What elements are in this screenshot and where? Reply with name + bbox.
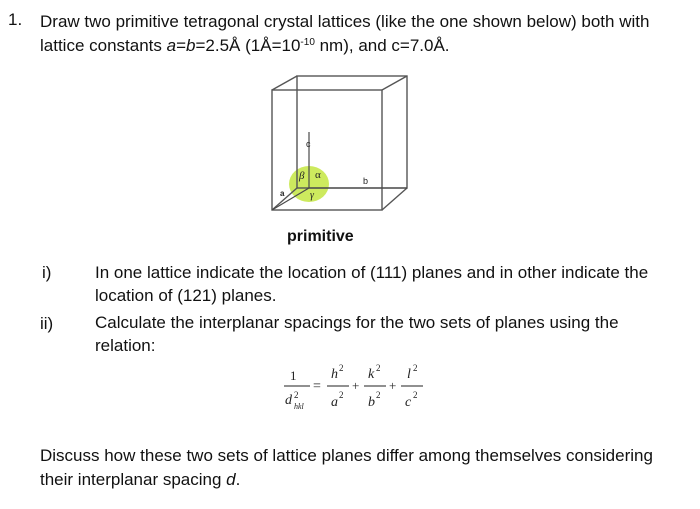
edge [272, 188, 297, 210]
formula-l-sup: 2 [413, 363, 418, 373]
edge [272, 76, 297, 90]
item-i-line-1: In one lattice indicate the location of (111) planes and in other indicate the [95, 263, 649, 282]
question-text-part: =2.5Å (1Å=10 [195, 36, 301, 55]
discussion-line-2 [40, 468, 690, 492]
var-b: b [186, 36, 196, 55]
label-a: a [280, 189, 285, 198]
discussion-line-1: Discuss how these two sets of lattice planes differ among themselves considering [40, 446, 653, 465]
exponent: -10 [300, 37, 315, 48]
formula-c-sup: 2 [413, 390, 418, 400]
label-c: c [306, 139, 311, 149]
formula-equals: = [313, 379, 321, 394]
label-b: b [363, 176, 369, 186]
question-line-1: Draw two primitive tetragonal crystal lattices (like the one shown below) both with [40, 12, 650, 31]
formula-k-sup: 2 [376, 363, 381, 373]
figure-caption: primitive [287, 228, 354, 245]
formula-a-sup: 2 [339, 390, 344, 400]
item-ii-line-2: relation: [95, 336, 156, 355]
question-eq: = [176, 36, 187, 55]
formula-lhs-d-sub: hkl [294, 402, 304, 411]
label-gamma: γ [310, 190, 314, 201]
formula-b-sup: 2 [376, 390, 381, 400]
label-beta: β [299, 170, 305, 182]
formula-plus: + [352, 378, 360, 393]
formula-lhs-d-sup: 2 [294, 390, 299, 400]
formula-b: b [368, 395, 375, 410]
var-d: d [226, 470, 236, 489]
formula-lhs-d: d [285, 393, 292, 408]
formula-h-sup: 2 [339, 363, 344, 373]
discussion-text-part: their interplanar spacing [40, 470, 227, 489]
formula-lhs-numerator: 1 [290, 368, 297, 383]
item-ii-line-1: Calculate the interplanar spacings for the two sets of planes using the [95, 313, 619, 332]
front-face [272, 90, 382, 210]
item-text-i [95, 261, 687, 307]
discussion-period: . [235, 470, 241, 489]
formula-l: l [407, 367, 411, 382]
question-number: 1. [8, 10, 23, 29]
formula-h: h [331, 367, 338, 382]
var-a: a [166, 36, 177, 55]
edge [382, 76, 407, 90]
question-text [40, 10, 690, 58]
edge [382, 188, 407, 210]
item-label-i: i) [42, 263, 52, 282]
formula-a: a [331, 395, 338, 410]
question-line-2 [40, 34, 690, 58]
label-alpha: α [315, 169, 321, 181]
formula-k: k [368, 367, 375, 382]
interplanar-spacing-formula [283, 358, 443, 420]
item-i-line-2: location of (121) planes. [95, 286, 277, 305]
formula-c: c [405, 395, 412, 410]
question-text-part: nm), and c=7.0Å. [314, 36, 450, 55]
formula-plus: + [389, 378, 397, 393]
tetragonal-lattice-figure [268, 72, 412, 216]
item-label-ii: ii) [40, 314, 54, 333]
discussion-text [40, 444, 690, 492]
question-text-part: lattice constants [40, 36, 167, 55]
item-text-ii [95, 311, 687, 357]
